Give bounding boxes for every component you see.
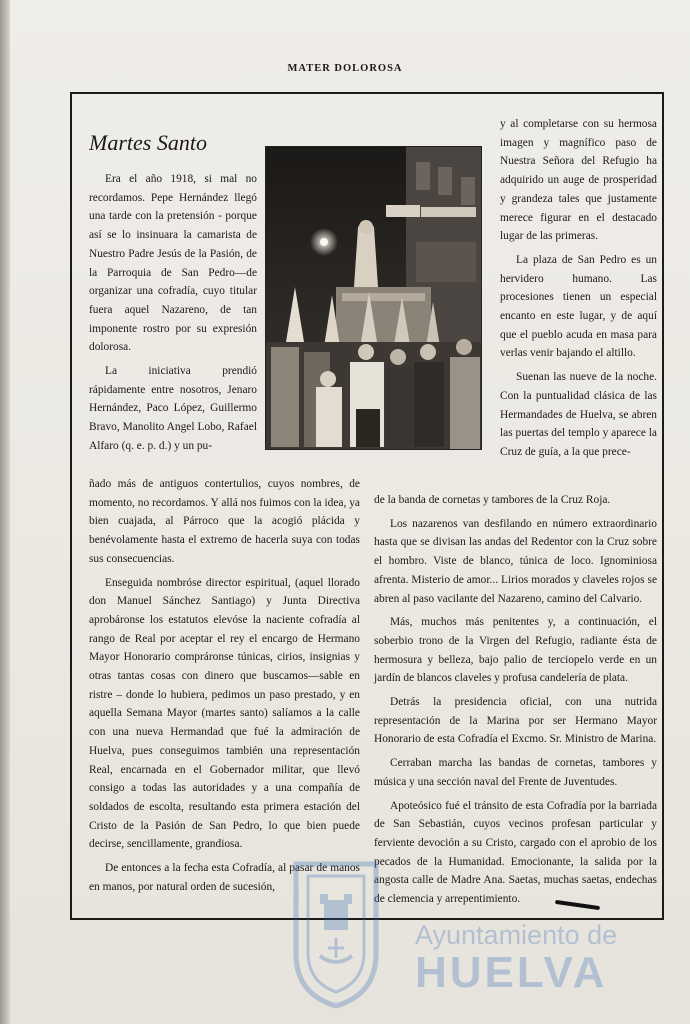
paragraph: Suenan las nueve de la noche. Con la puntualidad clásica de las Hermandades de Huelva, se abren las puertas del templo y aparece la Cruz de guía, a la que prece- — [500, 371, 657, 458]
paragraph: Detrás la presidencia oficial, con una nutrida representación de la Marina por ser Hermano Mayor Honorario de esta Cofradía el Excmo. Sr. Ministro de Marina. — [374, 696, 657, 746]
paragraph: Enseguida nombróse director espiritual, (aquel llorado don Manuel Sánchez Santiago) y Junta Directiva aprobáronse los estatutos elevóse la naciente cofradía al rango de Real por aceptar el rey el encargo de Hermano Mayor Honorario compráronse túnicas, cirios, insignias y otras tantas cosas con dinero que buscamos—sable en ristre – donde lo hubiera, pedimos un paso prestado, y en aquella Semana Mayor (martes santo) salíamos a la calle con una nueva Hermandad que fué la admiración de Huelva, pues conseguimos también una representación Real, encarnada en el Gobernador militar, que llevó consigo a todas las autoridades y a una compañía de soldados de escolta, resultando esta primera estación del Cristo de la Pasión de San Pedro, lo que bien puede decirse, sencillamente, grandiosa. — [89, 576, 360, 851]
paragraph: Los nazarenos van desfilando en número extraordinario hasta que se divisan las andas del Redentor con la Cruz sobre el hombro. Viste de blanco, túnica de loco. Ignominiosa afrenta. Misterio de amor... Lirios morados y claveles rojos se abren al paso vacilante del Nazareno, camino del Calvario. — [374, 517, 657, 605]
running-header: MATER DOLOROSA — [287, 63, 403, 74]
paragraph: Cerraban marcha las bandas de cornetas, tambores y música y una sección naval del Frente de Juventudes. — [374, 757, 657, 788]
paragraph: Más, muchos más penitentes y, a continuación, el soberbio trono de la Virgen del Refugio, radiante ésta de hermosura y belleza, bajo palio de terciopelo verde en un jardín de blancos claveles y profusa candelería de plata. — [374, 616, 657, 685]
watermark-line2: HUELVA — [415, 948, 608, 997]
paragraph: La iniciativa prendió rápidamente entre nosotros, Jenaro Hernández, Paco López, Guillermo Bravo, Manolito Angel Lobo, Rafael Alfaro (q. e. p. d.) y un pu- — [89, 365, 257, 452]
article-title: Martes Santo — [89, 130, 207, 155]
paragraph: Era el año 1918, si mal no recordamos. Pepe Hernández llegó una tarde con la pretensión - porque así se lo insinuara la camarista de Nuestro Padre Jesús de la Pasión, de la Parroquia de San Pedro—de organizar una cofradía, cuyo titular fuera aquel Nazareno, de tan imponente rostro por su expresión dolorosa. — [89, 173, 257, 354]
paragraph: Apoteósico fué el tránsito de esta Cofradía por la barriada de San Sebastián, cuyos vecinos profesan particular y ferviente devoción a su Cristo, cargado con el aprobio de los pecados de la Humanidad. Emocionante, la salida por la angosta calle de Madre Ana. Saetas, muchas saetas, endechas de clemencia y arrepentimiento. — [374, 799, 657, 906]
column-right-top — [500, 115, 657, 467]
column-left-top — [89, 170, 257, 461]
paragraph: De entonces a la fecha esta Cofradía, al pasar de manos en manos, por natural orden de sucesión, — [89, 862, 360, 893]
procession-photo — [265, 146, 482, 450]
book-spine-shadow — [0, 0, 10, 1024]
column-left-bottom — [89, 475, 360, 901]
paragraph: La plaza de San Pedro es un hervidero humano. Las procesiones tienen un especial encanto en este lugar, y de aquí que el pueblo acuda en masa para verlas venir bajando el altillo. — [500, 253, 657, 360]
paragraph: ñado más de antiguos contertulios, cuyos nombres, de momento, no recordamos. Y allá nos fuimos con la idea, ya bien cuajada, al Párroco que la acogió plácida y benévolamente hasta el extremo de hacerla suya con todas sus consecuencias. — [89, 478, 360, 565]
column-right-bottom — [374, 491, 657, 914]
procession-photo-illustration — [266, 147, 482, 450]
paragraph: y al completarse con su hermosa imagen y magnífico paso de Nuestra Señora del Refugio ha adquirido un auge de prosperidad y grandeza tales que justamente merece figurar en el destacado lugar de las primeras. — [500, 118, 657, 243]
watermark-line1: Ayuntamiento de — [415, 920, 618, 950]
paragraph: de la banda de cornetas y tambores de la Cruz Roja. — [374, 494, 611, 506]
